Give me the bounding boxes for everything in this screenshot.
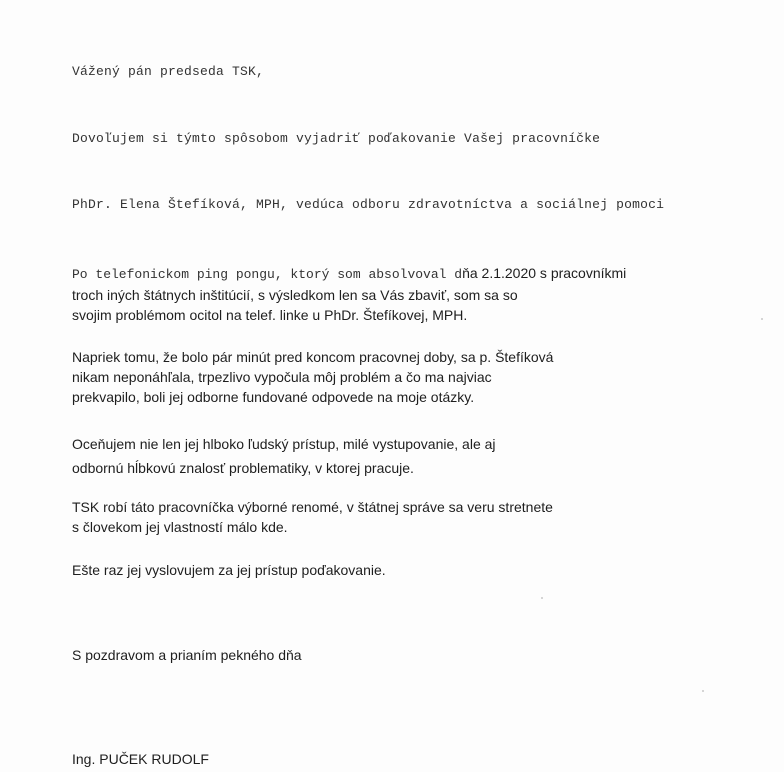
paragraph-1-line-1 [72, 263, 626, 285]
paragraph-1 [72, 263, 626, 325]
scan-speck [761, 318, 763, 320]
scan-speck [541, 597, 543, 599]
paragraph-4 [72, 497, 553, 537]
paragraph-1-line-3: svojim problémom ocitol na telef. linke u PhDr. Štefíkovej, MPH. [72, 307, 468, 323]
salutation: Vážený pán predseda TSK, [72, 64, 265, 79]
closing: S pozdravom a prianím pekného dňa [72, 647, 302, 663]
paragraph-4-line-2: s človekom jej vlastností málo kde. [72, 519, 288, 535]
scan-speck [702, 690, 704, 692]
person-line: PhDr. Elena Štefíková, MPH, vedúca odboru zdravotníctva a sociálnej pomoci [72, 197, 665, 212]
paragraph-2-line-1: Napriek tomu, že bolo pár minút pred koncom pracovnej doby, sa p. Štefíková [72, 349, 554, 365]
paragraph-4-line-1: TSK robí táto pracovníčka výborné renomé, v štátnej správe sa veru stretnete [72, 499, 553, 515]
paragraph-1-line-2: troch iných štátnych inštitúcií, s výsledkom len sa Vás zbaviť, som sa so [72, 287, 518, 303]
paragraph-3-line-1: Oceňujem nie len jej hlboko ľudský prístup, milé vystupovanie, ale aj [72, 436, 496, 452]
paragraph-2 [72, 347, 553, 407]
paragraph-3 [72, 432, 496, 480]
paragraph-2-line-3: prekvapilo, boli jej odborne fundované odpovede na moje otázky. [72, 389, 475, 405]
paragraph-1-line-1-rest: ňa 2.1.2020 s pracovníkmi [462, 265, 627, 281]
paragraph-2-line-2: nikam neponáhľala, trpezlivo vypočula môj problém a čo ma najviac [72, 369, 492, 385]
paragraph-3-line-2: odbornú hĺbkovú znalosť problematiky, v ktorej pracuje. [72, 460, 414, 476]
paragraph-1-line-1-typed: Po telefonickom ping pongu, ktorý som absolvoval d [72, 267, 463, 282]
signature: Ing. PUČEK RUDOLF [72, 751, 209, 767]
intro-line: Dovoľujem si týmto spôsobom vyjadriť poďakovanie Vašej pracovníčke [72, 131, 601, 146]
paragraph-5: Ešte raz jej vyslovujem za jej prístup poďakovanie. [72, 562, 386, 578]
